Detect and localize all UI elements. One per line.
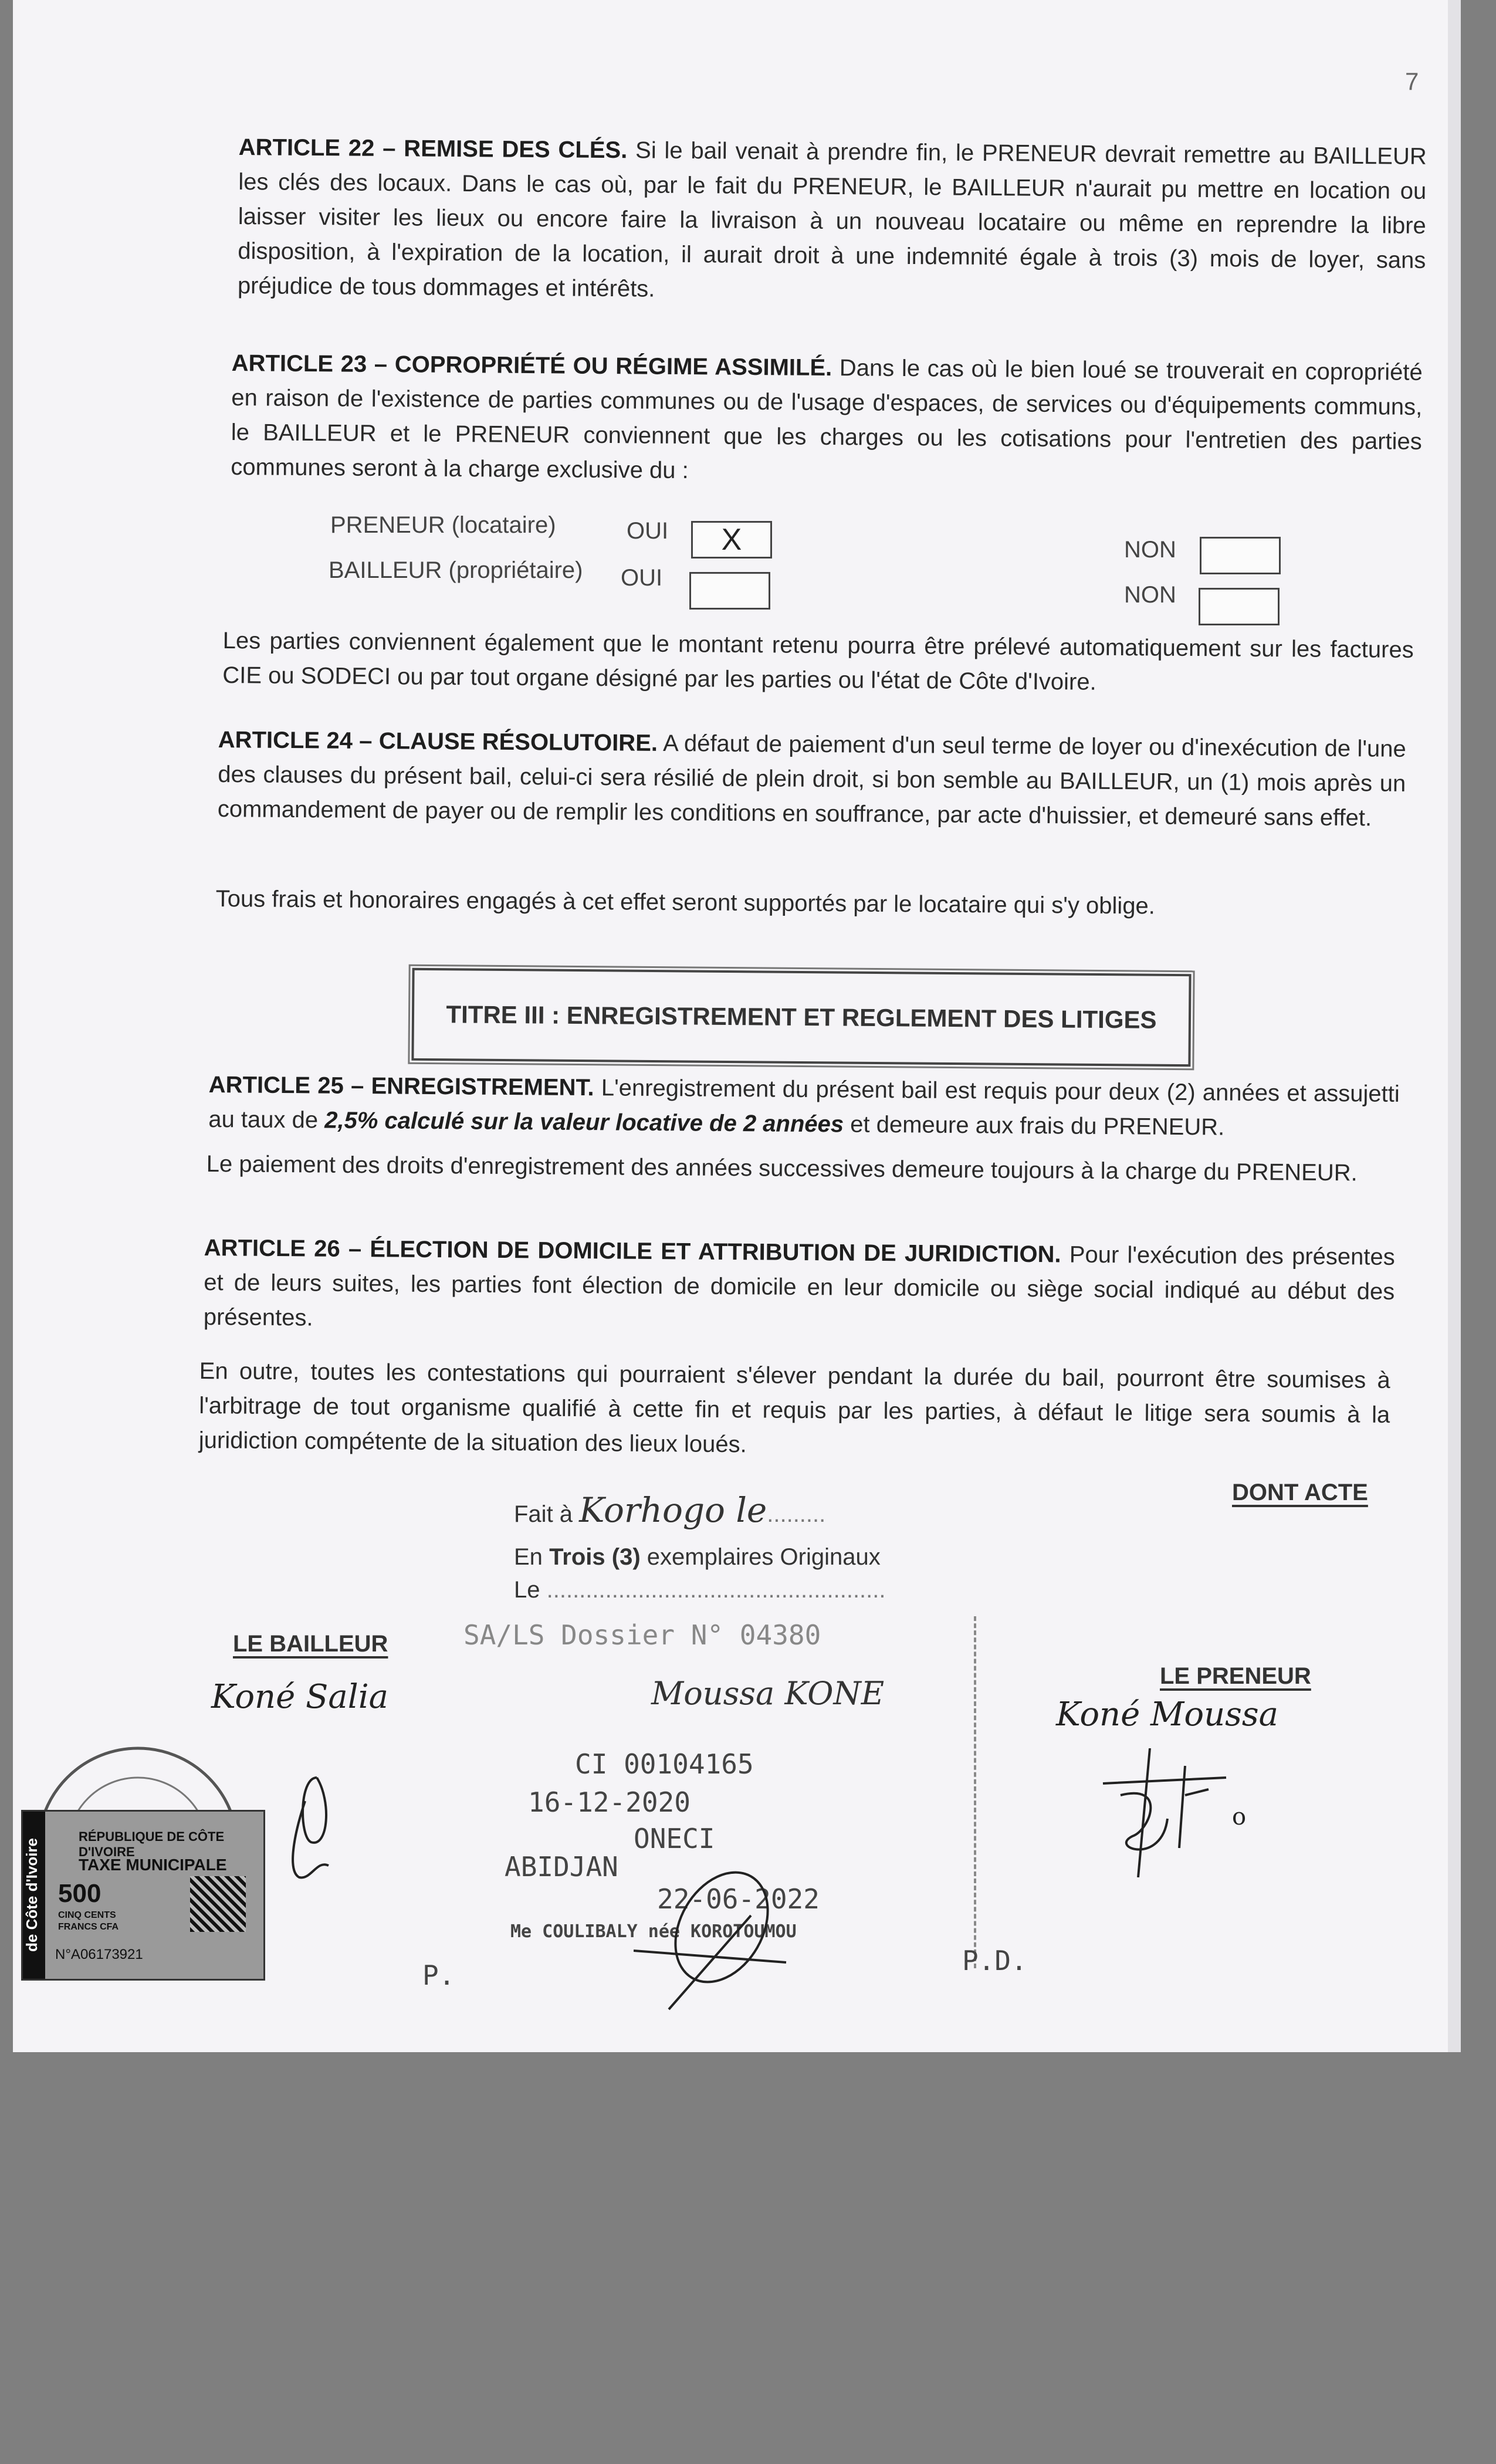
non-checkbox-preneur[interactable]: [1200, 537, 1281, 574]
article-22: [238, 130, 1427, 313]
article-24-body: A défaut de paiement d'un seul terme de loyer ou d'inexécution de l'une des clauses du présent bail, celui-ci sera résilié de plein droit, si bon semble au BAILLEUR, un (1) mois après un commandement de payer ou de remplir les conditions en souffrance, par acte d'huissier, et demeuré sans effet.: [217, 730, 1406, 831]
bailleur-signature-name: Koné Salia: [211, 1678, 389, 1716]
fiscal-side-text: de Côte d'Ivoire: [23, 1812, 45, 1979]
exemplaires-count: Trois (3): [549, 1544, 641, 1570]
article-24-followup: Tous frais et honoraires engagés à cet effet seront supportés par le locataire qui s'y oblige.: [215, 885, 1156, 919]
stamp-officer: Me COULIBALY née KOROTOUMOU: [510, 1921, 797, 1942]
stamp-name: Moussa KONE: [651, 1675, 885, 1712]
exemplaires-prefix: En: [514, 1544, 543, 1570]
non-label: NON: [1124, 537, 1176, 563]
article-23-followup: Les parties conviennent également que le montant retenu pourra être prélevé automatiquement sur les factures CIE ou SODECI ou par tout organe désigné par les parties ou l'état de Côte d'Ivoire.: [222, 627, 1414, 695]
oui-checkbox-bailleur[interactable]: [689, 572, 770, 610]
option-label: PRENEUR (locataire): [330, 512, 556, 538]
article-26-body: Pour l'exécution des présentes et de leurs suites, les parties font élection de domicile en leur domicile ou siège social indiqué au début des présentes.: [203, 1241, 1395, 1331]
fiscal-value: 500: [58, 1879, 101, 1908]
fait-a-value: Korhogo le: [579, 1490, 767, 1530]
preneur-title: LE PRENEUR: [1160, 1663, 1311, 1689]
oui-checkbox-preneur[interactable]: [691, 521, 772, 559]
article-23-heading: ARTICLE 23 – COPROPRIÉTÉ OU RÉGIME ASSIMILÉ.: [231, 350, 832, 381]
exemplaires-suffix: exemplaires Originaux: [647, 1544, 881, 1570]
check-mark: X: [721, 523, 742, 557]
article-22-body: Si le bail venait à prendre fin, le PRENEUR devrait remettre au BAILLEUR les clés des locaux. Dans le cas où, par le fait du PRENEUR, le BAILLEUR n'aurait pu mettre en location ou laisser visiter les lieux ou encore faire la livraison à un nouveau locataire ou même en reprendre la libre disposition, à l'expiration de la location, il aurait droit à une indemnité égale à trois (3) mois de loyer, sans préjudice de tous dommages et intérêts.: [237, 137, 1427, 302]
fiscal-stamp: [21, 1810, 265, 1981]
fiscal-country: RÉPUBLIQUE DE CÔTE D'IVOIRE: [79, 1829, 225, 1859]
fiscal-value-words: CINQ CENTS: [58, 1910, 116, 1920]
titre-iii-heading: TITRE III : ENREGISTREMENT ET REGLEMENT DES LITIGES: [446, 1000, 1157, 1034]
article-26-heading: ARTICLE 26 – ÉLECTION DE DOMICILE ET ATTRIBUTION DE JURIDICTION.: [204, 1234, 1061, 1268]
non-label: NON: [1124, 582, 1176, 608]
fait-a-line: Fait à Korhogo le.........: [514, 1490, 826, 1530]
article-24: [218, 723, 1406, 836]
article-25-rate: 2,5% calculé sur la valeur locative de 2 années: [324, 1107, 844, 1138]
titre-iii-box: [411, 968, 1191, 1067]
article-25-followup: Le paiement des droits d'enregistrement des années successives demeure toujours à la charge du PRENEUR.: [206, 1150, 1358, 1186]
bailleur-signature: [276, 1766, 364, 1883]
oui-label: OUI: [627, 518, 669, 544]
article-23-body: Dans le cas où le bien loué se trouverait en copropriété en raison de l'existence de parties communes ou de l'usage d'espaces, de services ou d'équipements communs, le BAILLEUR et le PRENEUR conviennent que les charges ou les cotisations pour l'entretien des parties communes seront à la charge exclusive du :: [231, 355, 1423, 484]
exemplaires-line: [514, 1544, 881, 1571]
bailleur-title: LE BAILLEUR: [233, 1631, 388, 1657]
page-edge: [1448, 0, 1461, 2052]
article-25-body-end: et demeure aux frais du PRENEUR.: [843, 1111, 1225, 1140]
article-22-heading: ARTICLE 22 – REMISE DES CLÉS.: [238, 134, 628, 164]
svg-text:o: o: [1232, 1803, 1247, 1830]
le-label: Le: [514, 1577, 540, 1603]
stamp-date2: 22-06-2022: [657, 1883, 820, 1915]
non-checkbox-bailleur[interactable]: [1199, 588, 1280, 625]
preneur-signature-name: Koné Moussa: [1056, 1695, 1279, 1734]
dont-acte: DONT ACTE: [1232, 1480, 1368, 1505]
qr-code-icon: [190, 1876, 246, 1932]
article-23: [231, 346, 1423, 494]
stamp-date1: 16-12-2020: [528, 1786, 691, 1818]
article-24-heading: ARTICLE 24 – CLAUSE RÉSOLUTOIRE.: [218, 726, 658, 756]
oui-label: OUI: [621, 565, 663, 591]
stamp-issuer: ONECI: [634, 1823, 715, 1854]
registration-stamp: [422, 1616, 1027, 1992]
article-25: [208, 1068, 1400, 1146]
stamp-city: ABIDJAN: [505, 1851, 618, 1883]
stamp-id: CI 00104165: [575, 1748, 754, 1780]
fiscal-currency: FRANCS CFA: [58, 1922, 119, 1932]
fiscal-serial: N°A06173921: [55, 1947, 143, 1962]
fiscal-type: TAXE MUNICIPALE: [79, 1856, 227, 1874]
fait-a-label: Fait à: [514, 1501, 573, 1527]
option-label: BAILLEUR (propriétaire): [329, 557, 583, 583]
stamp-right-mark: P.D.: [962, 1945, 1027, 1976]
officer-signature: [634, 1863, 810, 2015]
article-26-followup: En outre, toutes les contestations qui pourraient s'élever pendant la durée du bail, pourront être soumises à l'arbitrage de tout organisme qualifié à cette fin et requis par les parties, à défaut le litige sera soumis à la juridiction compétente de la situation des lieux loués.: [198, 1358, 1390, 1458]
article-25-heading: ARTICLE 25 – ENREGISTREMENT.: [208, 1071, 594, 1101]
stamp-header: SA/LS Dossier N° 04380: [463, 1619, 821, 1651]
stamp-left-mark: P.: [422, 1959, 455, 1991]
le-line: Le ....................................................: [514, 1577, 886, 1603]
preneur-signature: [1097, 1748, 1285, 1883]
article-26: [204, 1231, 1395, 1344]
page-number: 7: [1405, 67, 1419, 95]
article-25-body: L'enregistrement du présent bail est requis pour deux (2) années et assujetti au taux de: [208, 1075, 1400, 1133]
